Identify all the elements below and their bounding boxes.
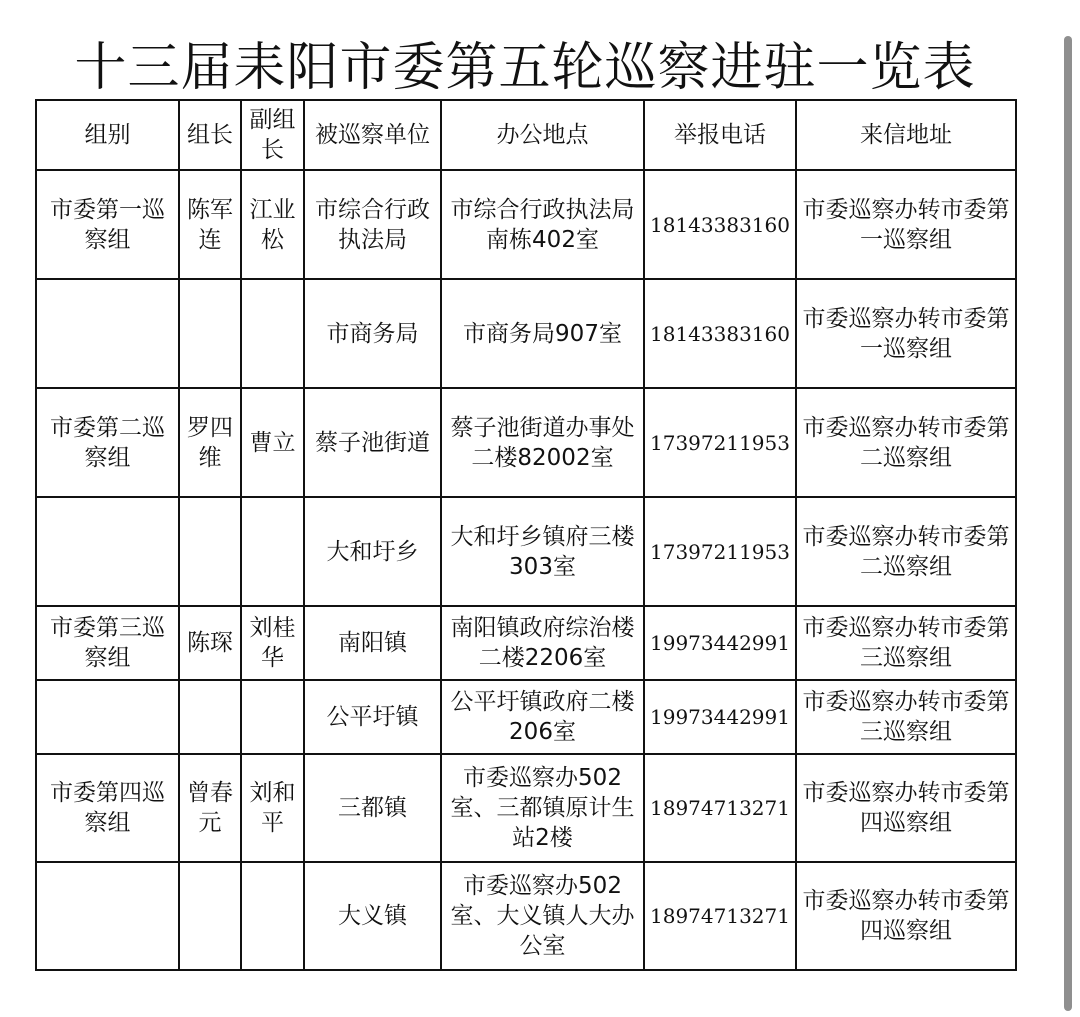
header-leader: 组长 xyxy=(179,100,241,170)
cell-group xyxy=(36,279,179,388)
cell-leader: 罗四维 xyxy=(179,388,241,497)
cell-leader xyxy=(179,497,241,606)
header-deputy: 副组长 xyxy=(241,100,304,170)
cell-unit: 大义镇 xyxy=(304,862,441,970)
cell-office: 公平圩镇政府二楼206室 xyxy=(441,680,644,754)
cell-phone: 19973442991 xyxy=(644,680,796,754)
cell-group: 市委第三巡察组 xyxy=(36,606,179,680)
cell-deputy: 江业松 xyxy=(241,170,304,279)
cell-office: 市委巡察办502室、大义镇人大办公室 xyxy=(441,862,644,970)
table-row xyxy=(36,279,1016,388)
cell-phone: 18143383160 xyxy=(644,279,796,388)
cell-phone: 18143383160 xyxy=(644,170,796,279)
table-row xyxy=(36,754,1016,862)
cell-mail: 市委巡察办转市委第二巡察组 xyxy=(796,497,1016,606)
cell-unit: 公平圩镇 xyxy=(304,680,441,754)
cell-office: 大和圩乡镇府三楼303室 xyxy=(441,497,644,606)
cell-deputy: 刘和平 xyxy=(241,754,304,862)
cell-office: 市委巡察办502室、三都镇原计生站2楼 xyxy=(441,754,644,862)
cell-leader: 曾春元 xyxy=(179,754,241,862)
cell-leader: 陈军连 xyxy=(179,170,241,279)
header-group: 组别 xyxy=(36,100,179,170)
cell-phone: 18974713271 xyxy=(644,862,796,970)
cell-office: 蔡子池街道办事处二楼82002室 xyxy=(441,388,644,497)
cell-deputy: 刘桂华 xyxy=(241,606,304,680)
cell-group xyxy=(36,680,179,754)
cell-phone: 19973442991 xyxy=(644,606,796,680)
vertical-scrollbar[interactable] xyxy=(1064,36,1072,1011)
header-row xyxy=(36,100,1016,170)
cell-mail: 市委巡察办转市委第四巡察组 xyxy=(796,754,1016,862)
cell-unit: 蔡子池街道 xyxy=(304,388,441,497)
cell-phone: 17397211953 xyxy=(644,388,796,497)
cell-deputy xyxy=(241,279,304,388)
header-unit: 被巡察单位 xyxy=(304,100,441,170)
table-row xyxy=(36,170,1016,279)
cell-unit: 市综合行政执法局 xyxy=(304,170,441,279)
cell-phone: 18974713271 xyxy=(644,754,796,862)
table-row xyxy=(36,388,1016,497)
cell-mail: 市委巡察办转市委第四巡察组 xyxy=(796,862,1016,970)
cell-deputy xyxy=(241,862,304,970)
cell-leader xyxy=(179,680,241,754)
cell-deputy: 曹立 xyxy=(241,388,304,497)
cell-deputy xyxy=(241,497,304,606)
cell-deputy xyxy=(241,680,304,754)
cell-unit: 市商务局 xyxy=(304,279,441,388)
cell-phone: 17397211953 xyxy=(644,497,796,606)
cell-group: 市委第四巡察组 xyxy=(36,754,179,862)
cell-unit: 大和圩乡 xyxy=(304,497,441,606)
cell-mail: 市委巡察办转市委第二巡察组 xyxy=(796,388,1016,497)
page-title: 十三届耒阳市委第五轮巡察进驻一览表 xyxy=(74,38,976,98)
table-row xyxy=(36,862,1016,970)
cell-office: 南阳镇政府综治楼二楼2206室 xyxy=(441,606,644,680)
cell-leader xyxy=(179,279,241,388)
header-office: 办公地点 xyxy=(441,100,644,170)
cell-unit: 南阳镇 xyxy=(304,606,441,680)
cell-leader xyxy=(179,862,241,970)
cell-group: 市委第一巡察组 xyxy=(36,170,179,279)
table-row xyxy=(36,606,1016,680)
cell-group: 市委第二巡察组 xyxy=(36,388,179,497)
cell-office: 市综合行政执法局南栋402室 xyxy=(441,170,644,279)
cell-mail: 市委巡察办转市委第一巡察组 xyxy=(796,170,1016,279)
cell-office: 市商务局907室 xyxy=(441,279,644,388)
cell-mail: 市委巡察办转市委第三巡察组 xyxy=(796,680,1016,754)
cell-unit: 三都镇 xyxy=(304,754,441,862)
cell-group xyxy=(36,497,179,606)
cell-mail: 市委巡察办转市委第三巡察组 xyxy=(796,606,1016,680)
cell-group xyxy=(36,862,179,970)
inspection-roster-table xyxy=(35,99,1017,971)
cell-leader: 陈琛 xyxy=(179,606,241,680)
table-row xyxy=(36,497,1016,606)
cell-mail: 市委巡察办转市委第一巡察组 xyxy=(796,279,1016,388)
header-mail: 来信地址 xyxy=(796,100,1016,170)
table-row xyxy=(36,680,1016,754)
header-phone: 举报电话 xyxy=(644,100,796,170)
